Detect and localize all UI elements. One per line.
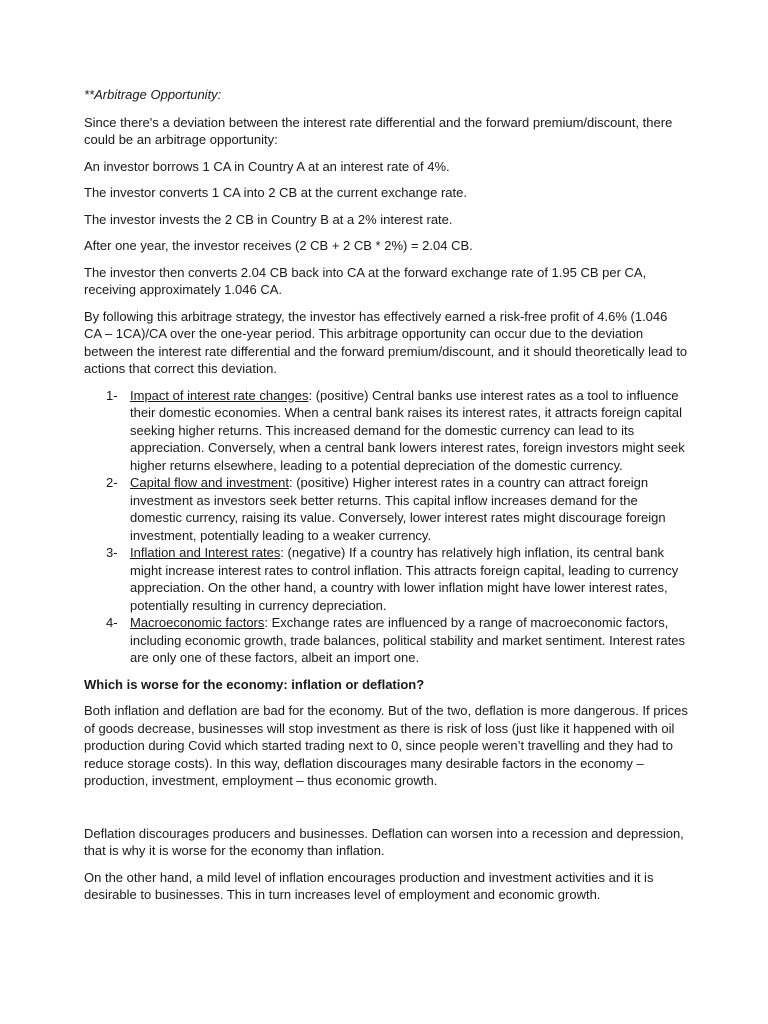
list-number: 1-	[106, 387, 118, 403]
arbitrage-step-5: The investor then converts 2.04 CB back into CA at the forward exchange rate of 1.95 CB per CA, receiving approximately 1.046 CA.	[84, 264, 647, 297]
arbitrage-step-1: An investor borrows 1 CA in Country A at an interest rate of 4%.	[84, 158, 450, 174]
list-item	[84, 614, 688, 667]
list-item	[84, 544, 688, 614]
list-item	[84, 474, 688, 544]
summary-paragraph: By following this arbitrage strategy, the investor has effectively earned a risk-free profit of 4.6% (1.046 CA – 1CA)/CA over the one-year period. This arbitrage opportunity can occur due to the deviation between the interest rate differential and the forward premium/discount, and it should theoretically lead to actions that correct this deviation.	[84, 308, 688, 376]
list-number: 4-	[106, 615, 118, 630]
section-heading: **Arbitrage Opportunity:	[84, 87, 222, 102]
factor-text: : Exchange rates are influenced by a range of macroeconomic factors, including economic growth, trade balances, political stability and market sentiment. Interest rates are only one of these factors, albeit an import one.	[130, 615, 685, 665]
factor-text: : (positive) Central banks use interest rates as a tool to influence their domestic economies. When a central bank raises its interest rates, it attracts foreign capital seeking higher returns. This increased demand for the domestic currency can lead to its appreciation. Conversely, when a central bank lowers interest rates, foreign investors might seek higher returns elsewhere, leading to a potential depreciation of the domestic currency.	[130, 387, 685, 473]
answer-paragraph-1: Both inflation and deflation are bad for the economy. But of the two, deflation is more dangerous. If prices of goods decrease, businesses will stop investment as there is risk of loss (just like it happened with oil production during Covid which started trading next to 0, since people weren’t travelling and they had to reduce storage costs). In this way, deflation discourages many desirable factors in the economy – production, investment, employment – thus economic growth.	[84, 703, 688, 788]
document-page	[84, 86, 688, 913]
factor-text: : (positive) Higher interest rates in a country can attract foreign investment as investors seek better returns. This capital inflow increases demand for the domestic currency, raising its value. Conversely, lower interest rates might discourage foreign investment, potentially leading to a weaker currency.	[130, 475, 666, 543]
factor-term: Inflation and Interest rates	[130, 545, 281, 560]
factor-term: Impact of interest rate changes	[130, 387, 309, 403]
arbitrage-step-2: The investor converts 1 CA into 2 CB at the current exchange rate.	[84, 185, 467, 200]
list-number: 3-	[106, 545, 118, 560]
arbitrage-step-3: The investor invests the 2 CB in Country B at a 2% interest rate.	[84, 211, 453, 227]
intro-paragraph: Since there's a deviation between the interest rate differential and the forward premium/discount, there could be an arbitrage opportunity:	[84, 114, 673, 147]
factor-term: Macroeconomic factors	[130, 615, 265, 630]
question-heading: Which is worse for the economy: inflation or deflation?	[84, 676, 425, 692]
factor-term: Capital flow and investment	[130, 475, 289, 490]
answer-paragraph-3: On the other hand, a mild level of inflation encourages production and investment activities and it is desirable to businesses. This in turn increases level of employment and economic growth.	[84, 869, 654, 902]
list-item	[84, 387, 688, 475]
factor-text: : (negative) If a country has relatively high inflation, its central bank might increase interest rates to control inflation. This attracts foreign capital, leading to currency appreciation. On the other hand, a country with lower inflation might have lower interest rates, potentially resulting in currency depreciation.	[130, 545, 679, 613]
arbitrage-step-4: After one year, the investor receives (2 CB + 2 CB * 2%) = 2.04 CB.	[84, 238, 473, 253]
list-number: 2-	[106, 475, 118, 490]
answer-paragraph-2: Deflation discourages producers and businesses. Deflation can worsen into a recession and depression, that is why it is worse for the economy than inflation.	[84, 825, 684, 858]
factors-list	[84, 387, 688, 667]
blank-space	[84, 799, 688, 825]
